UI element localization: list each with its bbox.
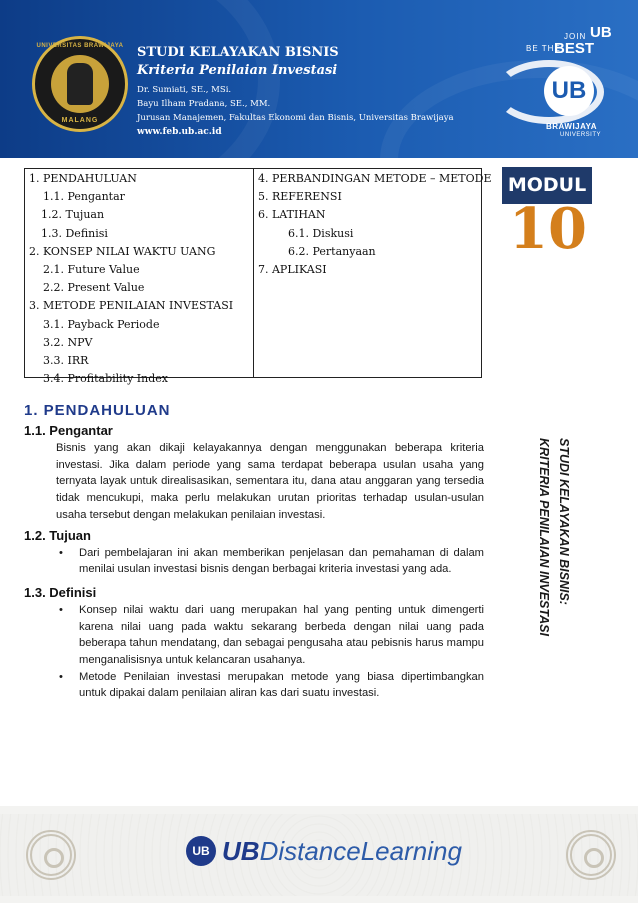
toc-item[interactable]: 1.1. Pengantar: [43, 190, 125, 204]
header-banner: [0, 0, 638, 158]
toc-item[interactable]: 1.2. Tujuan: [41, 208, 105, 222]
sidebar-title: [524, 438, 574, 658]
module-label: MODUL: [502, 167, 592, 204]
brand-bold: UB: [222, 836, 260, 866]
subsection-heading: 1.1. Pengantar: [24, 423, 113, 438]
toc-item[interactable]: 4. PERBANDINGAN METODE – METODE: [258, 172, 492, 185]
toc-item[interactable]: 3.3. IRR: [43, 353, 89, 367]
toc-item[interactable]: 6.2. Pertanyaan: [288, 244, 376, 258]
toc-item[interactable]: 6.1. Diskusi: [288, 226, 354, 240]
footer: [0, 806, 638, 903]
ub-logo: [486, 22, 616, 148]
bullet-icon: •: [59, 603, 63, 616]
toc-column-left: [25, 169, 254, 386]
course-title: STUDI KELAYAKAN BISNIS: [137, 45, 339, 60]
university-seal-logo: [32, 36, 128, 132]
department: Jurusan Manajemen, Fakultas Ekonomi dan Bisnis, Universitas Brawijaya: [137, 113, 454, 123]
toc-item[interactable]: 3.2. NPV: [43, 335, 93, 349]
logo-be-the: BE THE: [526, 44, 561, 53]
bullet-icon: •: [59, 670, 63, 683]
ornament-icon: [26, 830, 76, 880]
subsection-heading: 1.2. Tujuan: [24, 527, 91, 543]
bullet-text: Dari pembelajaran ini akan memberikan penjelasan dan pemahaman di dalam menilai usulan investasi bisnis dengan berbagai kriteria investasi yang ada.: [79, 546, 484, 576]
author-1: Dr. Sumiati, SE., MSi.: [137, 85, 232, 95]
section-heading: 1. PENDAHULUAN: [24, 402, 171, 419]
author-2: Bayu Ilham Pradana, SE., MM.: [137, 99, 271, 109]
toc-item[interactable]: 5. REFERENSI: [258, 190, 342, 204]
bullet-icon: •: [59, 546, 63, 559]
toc-item[interactable]: 3.4. Profitability Index: [43, 372, 168, 386]
logo-ub: UB: [590, 24, 612, 41]
toc-item[interactable]: 3. METODE PENILAIAN INVESTASI: [29, 299, 234, 313]
logo-ub-circle: UB: [544, 66, 594, 116]
toc-item[interactable]: 1. PENDAHULUAN: [29, 172, 137, 185]
distance-learning-brand: [222, 836, 462, 867]
logo-brawijaya: BRAWIJAYA: [546, 122, 598, 131]
ornament-icon: [566, 830, 616, 880]
module-number: 10: [509, 196, 587, 262]
main-content: [24, 400, 484, 702]
subsection-heading: 1.3. Definisi: [24, 584, 97, 600]
header-text-block: [137, 44, 454, 139]
bullet-text: Metode Penilaian investasi merupakan metode yang biasa dipertimbangkan untuk dipakai dalam penilaian aliran kas dari suatu investasi.: [79, 670, 484, 700]
website-link[interactable]: www.feb.ub.ac.id: [137, 127, 222, 137]
bullet-item: [59, 602, 484, 669]
toc-item[interactable]: 1.3. Definisi: [41, 226, 108, 240]
seal-text-bottom: MALANG: [61, 117, 99, 124]
logo-best: BEST: [554, 40, 595, 57]
toc-item[interactable]: 2.1. Future Value: [43, 262, 140, 276]
course-subtitle: Kriteria Penilaian Investasi: [137, 63, 338, 78]
sidebar-rotated-text: [534, 438, 574, 658]
table-of-contents: [24, 168, 492, 386]
logo-join: JOIN: [564, 32, 587, 41]
toc-column-right: [254, 169, 492, 377]
logo-university: UNIVERSITY: [560, 132, 602, 138]
sidebar-line-2: KRITERIA PENILAIAN INVESTASI: [537, 438, 551, 636]
bullet-item: [59, 545, 484, 578]
toc-item[interactable]: 2. KONSEP NILAI WAKTU UANG: [29, 244, 216, 258]
toc-item[interactable]: 3.1. Payback Periode: [43, 317, 160, 331]
toc-item[interactable]: 7. APLIKASI: [258, 262, 327, 276]
brand-rest: DistanceLearning: [259, 836, 462, 866]
paragraph: Bisnis yang akan dikaji kelayakannya dengan menggunakan beberapa kriteria investasi. Jika dalam periode yang sama terdapat beberapa usulan usaha yang ternyata layak untuk direalisasikan, sementara itu, dana atau anggaran yang tersedia tidak mencukupi, maka perlu melakukan urutan prioritas terhadap usulan-usulan usaha tersebut dengan melakukan penilaian investasi.: [56, 442, 484, 521]
sidebar-line-1: STUDI KELAYAKAN BISNIS:: [557, 438, 571, 605]
bullet-text: Konsep nilai waktu dari uang merupakan hal yang penting untuk dimengerti karena nilai uang pada waktu sekarang berbeda dengan nilai uang pada beberapa tahun mendatang, dan sebagai pengusaha atau pebisnis harus mampu menganalisisnya untuk kelancaran usahanya.: [79, 603, 484, 667]
seal-text-top: UNIVERSITAS BRAWIJAYA: [36, 43, 124, 49]
bullet-item: [59, 669, 484, 702]
toc-item[interactable]: 2.2. Present Value: [43, 281, 145, 295]
toc-item[interactable]: 6. LATIHAN: [258, 208, 326, 222]
ub-mark-icon: UB: [186, 836, 216, 866]
